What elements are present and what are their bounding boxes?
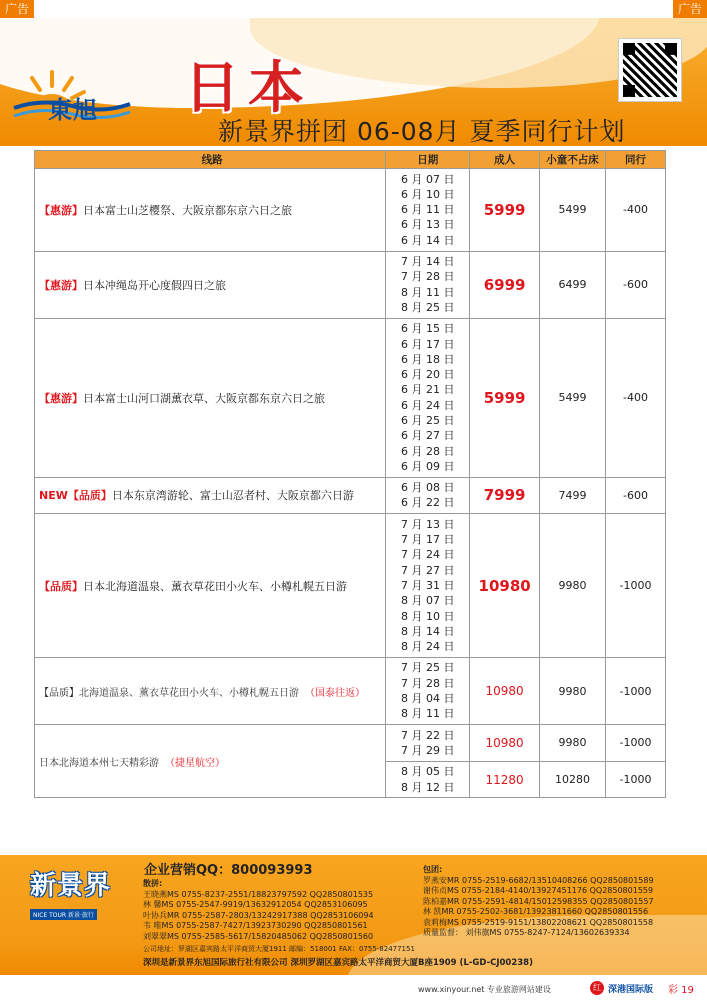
date-item: 6 月 17 日 (400, 337, 455, 351)
child-price: 9980 (540, 657, 606, 724)
date-item: 7 月 24 日 (400, 548, 455, 562)
table-row (35, 725, 666, 762)
footer-qq: 企业营销QQ：800093993 (144, 863, 313, 878)
date-item: 7 月 14 日 (400, 255, 455, 268)
table-row (35, 169, 666, 252)
footer-banner (0, 855, 707, 975)
route-note: （捷星航空） (165, 757, 225, 769)
date-item: 6 月 07 日 (400, 172, 455, 186)
date-item: 8 月 07 日 (400, 594, 455, 608)
table-row (35, 477, 666, 514)
contact-line: 刘翠翠MS 0755-2585-5617/15820485062 QQ2850801560 (143, 931, 374, 941)
contacts-right (423, 865, 654, 939)
adult-price: 6999 (470, 251, 540, 318)
qr-code-icon (618, 38, 682, 102)
ad-label-right: 广告 (673, 0, 707, 18)
child-price: 9980 (540, 514, 606, 658)
contact-line: 袁莉梅MS 0755-2519-9151/13802208621 QQ2850801558 (423, 917, 654, 927)
new-badge: NEW (39, 489, 68, 503)
date-item: 6 月 13 日 (400, 218, 455, 232)
route-name: 日本北海道本州七天精彩游 (39, 757, 159, 769)
route-cell (35, 169, 386, 252)
child-price: 5499 (540, 318, 606, 477)
date-item: 6 月 11 日 (400, 203, 455, 217)
table-row (35, 514, 666, 658)
brand-name: 深港国际版 (608, 985, 654, 995)
contact-line: 谢伟贞MS 0755-2184-4140/13927451176 QQ2850801559 (423, 886, 654, 895)
date-cell (386, 725, 470, 762)
footer-address: 公司地址：罗湖区嘉宾路太平洋商贸大厦1911 邮编：518001 FAX：0755-82477151 (143, 945, 415, 953)
route-cell (35, 514, 386, 658)
date-item: 6 月 10 日 (400, 187, 455, 201)
contact-line: 陈柏嘉MR 0755-2591-4814/15012598355 QQ2850801557 (423, 896, 654, 906)
table-row (35, 318, 666, 477)
route-tag: 【品质】 (67, 489, 112, 503)
date-item: 8 月 12 日 (400, 780, 455, 794)
contact-line: 林 凯MR 0755-2502-3681/13923811660 QQ2850801556 (423, 907, 649, 916)
footer-logo-text: 新景界 (30, 871, 112, 901)
adult-price: 5999 (470, 318, 540, 477)
adult-price: 10980 (470, 725, 540, 762)
header-child: 小童不占床 (540, 151, 606, 169)
date-cell (386, 169, 470, 252)
date-item: 7 月 29 日 (400, 743, 455, 757)
contact-line: 韦 唯MS 0755-2587-7427/13923730290 QQ2850801561 (143, 921, 368, 930)
footer-company: 深圳是新景界东旭国际旅行社有限公司 深圳罗湖区嘉宾路太平洋商贸大厦B座1909 (L-GD-CJ00238) (143, 958, 533, 968)
date-item: 8 月 10 日 (400, 609, 455, 623)
right-title: 包团: (423, 865, 443, 874)
table-row (35, 251, 666, 318)
date-cell (386, 657, 470, 724)
table-row (35, 657, 666, 724)
peer-discount: -600 (606, 477, 666, 514)
route-name: 日本东京湾游轮、富士山忍者村、大阪京都六日游 (111, 489, 354, 503)
contact-line: 叶协兵MR 0755-2587-2803/13242917388 QQ2853106094 (143, 910, 374, 920)
header-date: 日期 (386, 151, 470, 169)
date-item: 8 月 04 日 (400, 692, 455, 706)
route-cell (35, 477, 386, 514)
date-item: 6 月 22 日 (400, 496, 455, 510)
date-item: 6 月 08 日 (400, 481, 455, 495)
adult-price: 7999 (470, 477, 540, 514)
peer-discount: -1000 (606, 725, 666, 762)
header-peer: 同行 (606, 151, 666, 169)
date-item: 8 月 11 日 (400, 707, 455, 721)
header-adult: 成人 (470, 151, 540, 169)
route-name: 日本富士山芝樱祭、大阪京都东京六日之旅 (83, 203, 292, 217)
peer-discount: -600 (606, 251, 666, 318)
date-item: 6 月 25 日 (400, 413, 455, 427)
date-cell (386, 514, 470, 658)
peer-discount: -1000 (606, 761, 666, 798)
date-item: 7 月 13 日 (400, 517, 455, 531)
adult-price: 10980 (470, 657, 540, 724)
contact-line: 王晓燕MS 0755-8237-2551/18823797592 QQ2850801535 (143, 889, 374, 899)
page-title: 日本 (184, 55, 312, 121)
contact-line: 林 馨MS 0755-2547-9919/13632912054 QQ2853106095 (143, 900, 368, 909)
footer-logo (30, 865, 120, 921)
route-tag: 【惠游】 (39, 391, 83, 405)
route-name: 日本冲绳岛开心度假四日之旅 (83, 278, 226, 292)
route-name: 北海道温泉、薰衣草花田小火车、小樽札幌五日游 (79, 687, 299, 699)
date-cell (386, 477, 470, 514)
header-banner (0, 18, 707, 146)
route-tag: 【品质】 (39, 687, 79, 699)
date-item: 8 月 11 日 (400, 285, 455, 299)
date-cell (386, 251, 470, 318)
peer-discount: -1000 (606, 657, 666, 724)
date-item: 6 月 24 日 (400, 398, 455, 412)
header-logo-text: 東旭 (48, 96, 98, 124)
route-name: 日本北海道温泉、薰衣草花田小火车、小樽札幌五日游 (83, 579, 347, 593)
route-tag: 【品质】 (39, 579, 83, 593)
adult-price: 10980 (470, 514, 540, 658)
peer-discount: -400 (606, 169, 666, 252)
child-price: 5499 (540, 169, 606, 252)
date-item: 8 月 25 日 (400, 300, 455, 314)
route-cell (35, 318, 386, 477)
header-route: 线路 (35, 151, 386, 169)
table-header-row (35, 151, 666, 169)
date-item: 7 月 28 日 (400, 270, 455, 284)
adult-price: 5999 (470, 169, 540, 252)
contacts-left (143, 879, 374, 942)
date-item: 6 月 20 日 (400, 368, 455, 382)
child-price: 7499 (540, 477, 606, 514)
date-item: 8 月 14 日 (400, 624, 455, 638)
left-title: 散拼: (143, 879, 163, 888)
date-item: 7 月 27 日 (400, 563, 455, 577)
price-table (34, 150, 666, 798)
page-number: 彩 19 (668, 985, 694, 996)
ad-label-left: 广告 (0, 0, 34, 18)
route-cell (35, 657, 386, 724)
date-item: 7 月 17 日 (400, 533, 455, 547)
site-link[interactable]: www.xinyour.net 专业旅游网站建设 (418, 985, 551, 994)
date-item: 6 月 14 日 (400, 233, 455, 247)
route-cell (35, 725, 386, 798)
contact-line: 罗燕安MR 0755-2519-6682/13510408266 QQ2850801589 (423, 875, 654, 885)
route-name: 日本富士山河口湖薰衣草、大阪京都东京六日之旅 (83, 391, 325, 405)
date-item: 7 月 31 日 (400, 578, 455, 592)
date-item: 6 月 09 日 (400, 459, 455, 473)
date-item: 8 月 05 日 (400, 765, 455, 779)
page-subtitle: 新景界拼团 06-08月 夏季同行计划 (218, 117, 626, 146)
date-cell (386, 318, 470, 477)
date-item: 6 月 18 日 (400, 352, 455, 366)
child-price: 10280 (540, 761, 606, 798)
child-price: 9980 (540, 725, 606, 762)
date-cell (386, 761, 470, 798)
footer-logo-en: NICE TOUR 新景·旅行 (30, 909, 97, 920)
date-item: 7 月 22 日 (400, 728, 455, 742)
date-item: 8 月 24 日 (400, 640, 455, 654)
route-note: （国泰往返） (305, 687, 365, 699)
peer-discount: -1000 (606, 514, 666, 658)
contact-line: 质量监督： 刘伟旗MS 0755-8247-7124/13602639334 (423, 928, 630, 937)
brand-badge-icon: 红 (590, 981, 604, 995)
date-item: 7 月 25 日 (400, 661, 455, 675)
date-item: 6 月 21 日 (400, 383, 455, 397)
adult-price: 11280 (470, 761, 540, 798)
date-item: 7 月 28 日 (400, 676, 455, 690)
bottom-bar (0, 975, 707, 1000)
date-item: 6 月 15 日 (400, 322, 455, 336)
route-tag: 【惠游】 (39, 278, 83, 292)
route-cell (35, 251, 386, 318)
child-price: 6499 (540, 251, 606, 318)
date-item: 6 月 27 日 (400, 429, 455, 443)
peer-discount: -400 (606, 318, 666, 477)
route-tag: 【惠游】 (39, 203, 83, 217)
date-item: 6 月 28 日 (400, 444, 455, 458)
